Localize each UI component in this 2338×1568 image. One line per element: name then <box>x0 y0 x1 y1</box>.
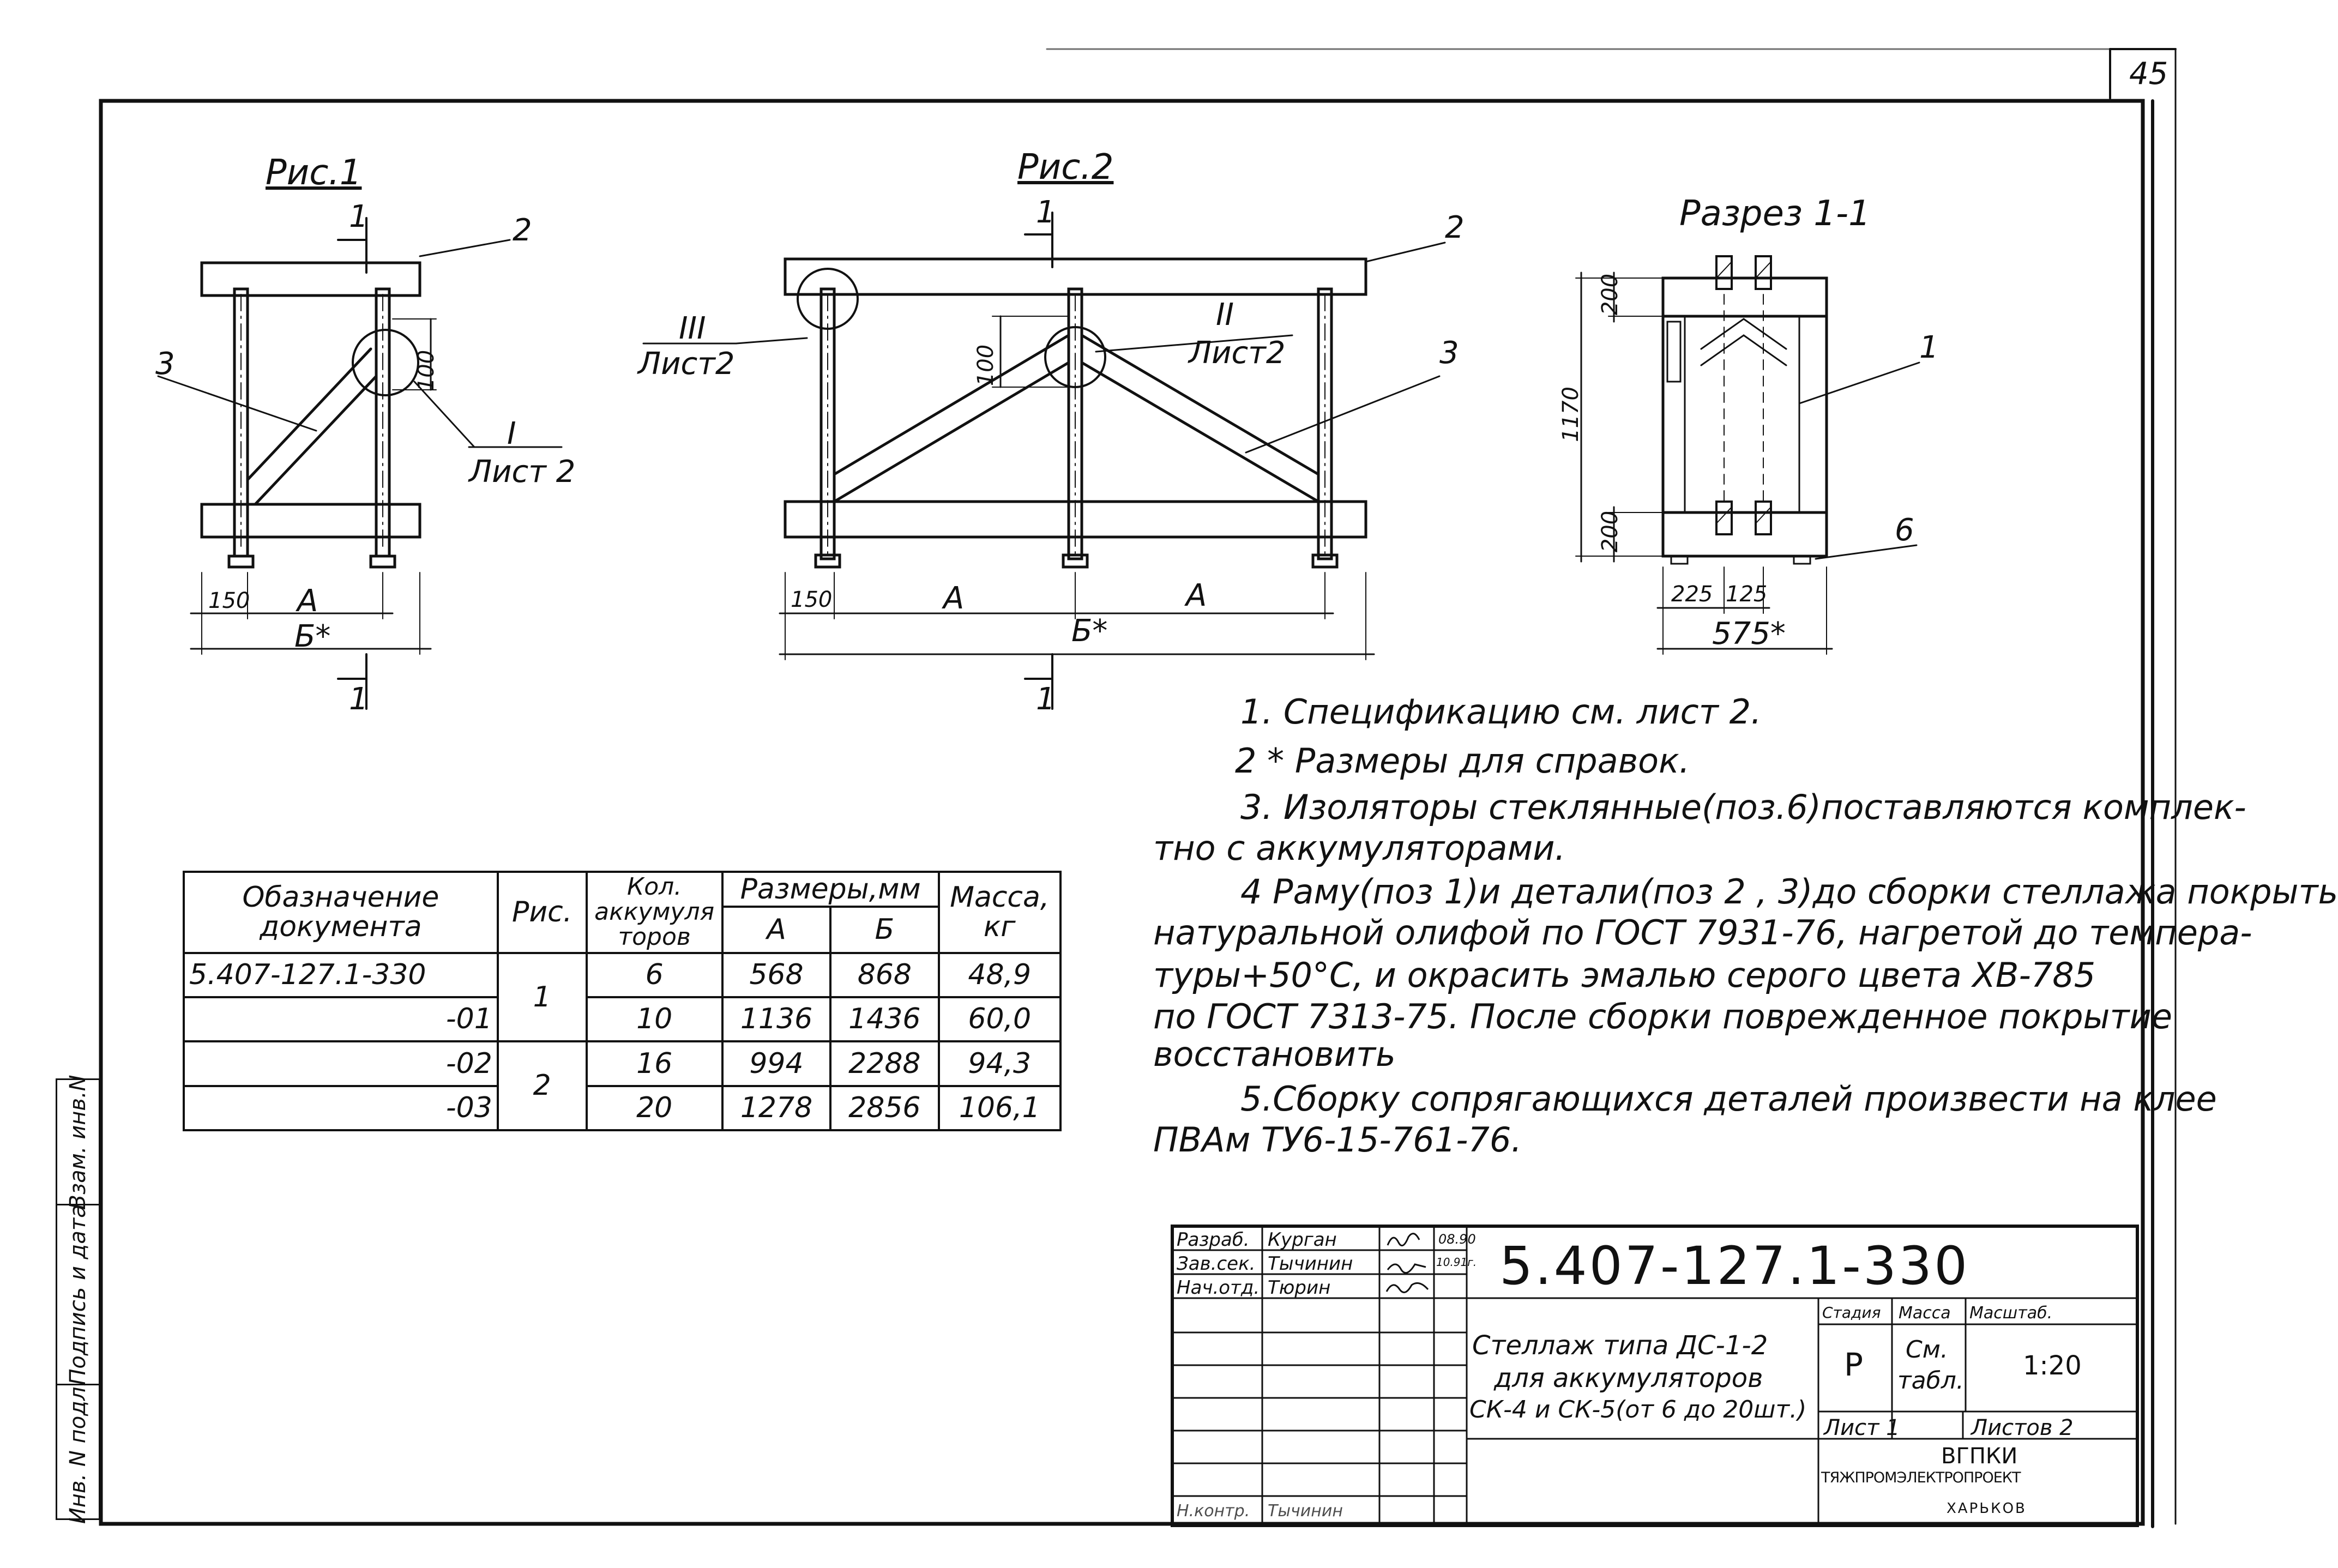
fig2-dim-b: Б* <box>1071 613 1108 649</box>
section-dim-bottom: 200 <box>1598 510 1623 553</box>
fig1-section-mark-bottom: 1 <box>349 682 369 717</box>
note-4-line1: 4 Раму(поз 1)и детали(поз 2 , 3)до сборки стеллажа покрыть <box>1240 872 2338 912</box>
fig2-pos-2: 2 <box>1445 210 1465 245</box>
note-4-line5: восстановить <box>1153 1034 1396 1074</box>
fig2-detail-iii-sheet: Лист2 <box>638 346 735 382</box>
fig2-drawing <box>643 213 1445 709</box>
fig1-dim-b: Б* <box>294 619 331 654</box>
note-5-line2: ПВАм ТУ6-15-761-76. <box>1153 1120 1522 1160</box>
fig2-dim-a2: А <box>1186 578 1207 613</box>
hdr-count-2: аккумуля <box>594 898 715 926</box>
section-dim-w1: 225 <box>1671 582 1713 607</box>
row2-mass: 60,0 <box>939 997 1061 1041</box>
side-cell-original-inv <box>57 1379 99 1524</box>
row3-count: 16 <box>587 1041 722 1085</box>
hdr-count-3: торов <box>618 923 691 951</box>
table-row <box>184 1041 1060 1085</box>
mass-value-2: табл. <box>1897 1367 1964 1395</box>
section-pos-6: 6 <box>1895 512 1914 548</box>
mass-value-1: См. <box>1906 1336 1948 1364</box>
fig2-dim-a1: А <box>943 581 965 616</box>
table-row <box>184 953 1060 997</box>
doc-title-line1: Стеллаж типа ДС-1-2 <box>1472 1330 1768 1361</box>
fig2-pos-3: 3 <box>1439 335 1459 371</box>
stage-label: Стадия <box>1822 1304 1881 1322</box>
row2-count: 10 <box>587 997 722 1041</box>
row4-b: 2856 <box>830 1086 938 1130</box>
date-section-head: 10.91г. <box>1436 1256 1477 1269</box>
row1-mass: 48,9 <box>939 953 1061 997</box>
hdr-sizes: Размеры,мм <box>722 872 939 907</box>
row3-designation: -02 <box>184 1041 498 1085</box>
fig2-detail-iii-roman: III <box>679 311 706 346</box>
section-dim-height-total: 1170 <box>1558 387 1583 442</box>
doc-code: 5.407-127.1-330 <box>1499 1235 1970 1296</box>
section-pos-1: 1 <box>1919 330 1939 365</box>
row3-b: 2288 <box>830 1041 938 1085</box>
fig1-detail-sheet: Лист 2 <box>469 454 576 490</box>
note-4-line4: по ГОСТ 7313-75. После сборки поврежденное покрытие <box>1153 997 2173 1036</box>
fig1-dim-height: 100 <box>414 349 439 392</box>
side-cell-signature-date <box>57 1205 99 1385</box>
fig1-dim-left: 150 <box>208 588 250 613</box>
role-dept-head: Нач.отд. <box>1177 1277 1260 1299</box>
side-cell-replace-inv <box>57 1074 99 1210</box>
side-label-signature-date: Подпись и дата <box>65 1204 91 1385</box>
fig1-pos-3: 3 <box>155 346 175 382</box>
section-dim-total: 575* <box>1712 616 1786 652</box>
fig1-dim-a: А <box>297 583 318 619</box>
side-label-replace-inv: Взам. инв.N <box>65 1074 91 1210</box>
row2-a: 1136 <box>722 997 830 1041</box>
row3-a: 994 <box>722 1041 830 1085</box>
scale-value: 1:20 <box>2023 1350 2082 1381</box>
org-line3: ХАРЬКОВ <box>1947 1500 2027 1517</box>
hdr-count-1: Кол. <box>627 873 682 901</box>
doc-title-line3: СК-4 и СК-5(от 6 до 20шт.) <box>1469 1396 1807 1424</box>
row4-a: 1278 <box>722 1086 830 1130</box>
table-row <box>184 997 1060 1041</box>
mass-label: Масса <box>1899 1304 1951 1323</box>
row1-fig: 1 <box>498 953 587 1042</box>
hdr-size-b: Б <box>830 907 938 953</box>
fig1-title: Рис.1 <box>266 153 362 193</box>
fig2-title: Рис.2 <box>1017 147 1114 188</box>
note-3-line1: 3. Изоляторы стеклянные(поз.6)поставляются комплек- <box>1240 787 2246 827</box>
side-label-original-inv: Инв. N подл. <box>65 1379 91 1524</box>
row1-a: 568 <box>722 953 830 997</box>
note-4-line3: туры+50°С, и окрасить эмалью серого цвета ХВ-785 <box>1153 955 2096 995</box>
row3-fig: 2 <box>498 1041 587 1130</box>
doc-title-line2: для аккумуляторов <box>1494 1363 1763 1394</box>
row2-b: 1436 <box>830 997 938 1041</box>
section-title: Разрез 1-1 <box>1679 194 1871 234</box>
hdr-size-a: А <box>722 907 830 953</box>
signature-marks <box>1382 1226 1437 1302</box>
note-4-line2: натуральной олифой по ГОСТ 7931-76, нагретой до темпера- <box>1153 913 2252 952</box>
hdr-designation-2: документа <box>260 910 422 944</box>
fig2-detail-ii-roman: II <box>1216 297 1234 333</box>
note-3-line2: тно с аккумуляторами. <box>1153 828 1566 868</box>
row4-designation: -03 <box>184 1086 498 1130</box>
fig1-pos-2: 2 <box>513 213 532 248</box>
hdr-mass-2: кг <box>983 910 1016 944</box>
org-line1: ВГПКИ <box>1941 1444 2018 1469</box>
name-norm-control: Тычинин <box>1268 1501 1343 1521</box>
sheet-number: 45 <box>2129 56 2168 92</box>
fig2-dim-left: 150 <box>791 587 833 612</box>
table-row <box>184 1086 1060 1130</box>
role-norm-control: Н.контр. <box>1177 1501 1250 1521</box>
note-5-line1: 5.Сборку сопрягающихся деталей произвести на клее <box>1240 1079 2217 1119</box>
note-1: 1. Спецификацию см. лист 2. <box>1240 692 1762 732</box>
name-section-head: Тычинин <box>1268 1253 1353 1275</box>
note-2: 2 * Размеры для справок. <box>1235 741 1690 781</box>
name-developer: Курган <box>1268 1229 1337 1251</box>
section-dim-top: 200 <box>1598 273 1623 316</box>
fig2-detail-ii-sheet: Лист2 <box>1189 335 1286 371</box>
row1-count: 6 <box>587 953 722 997</box>
scale-label: Масштаб. <box>1969 1304 2053 1323</box>
org-line2: ТЯЖПРОМЭЛЕКТРОПРОЕКТ <box>1821 1469 2021 1486</box>
fig1-detail-roman: I <box>507 416 516 451</box>
row3-mass: 94,3 <box>939 1041 1061 1085</box>
hdr-mass-1: Масса, <box>950 881 1050 914</box>
fig2-section-mark-top: 1 <box>1036 195 1056 230</box>
stage-value: Р <box>1844 1346 1863 1383</box>
sheets-label: Листов 2 <box>1971 1415 2074 1440</box>
section-dim-w2: 125 <box>1726 582 1768 607</box>
title-block <box>1172 1226 2137 1525</box>
row4-mass: 106,1 <box>939 1086 1061 1130</box>
name-dept-head: Тюрин <box>1268 1277 1331 1299</box>
row1-b: 868 <box>830 953 938 997</box>
fig1-section-mark-top: 1 <box>349 199 369 234</box>
hdr-designation-1: Обазначение <box>242 881 439 914</box>
role-developer: Разраб. <box>1177 1229 1250 1251</box>
row4-count: 20 <box>587 1086 722 1130</box>
spec-table <box>183 871 1062 1131</box>
sheet-label: Лист 1 <box>1824 1415 1900 1440</box>
fig2-dim-height: 100 <box>973 344 999 387</box>
fig2-section-mark-bottom: 1 <box>1036 682 1056 717</box>
hdr-fig: Рис. <box>498 872 587 953</box>
role-section-head: Зав.сек. <box>1177 1253 1256 1275</box>
row2-designation: -01 <box>184 997 498 1041</box>
row1-designation: 5.407-127.1-330 <box>184 953 498 997</box>
date-developer: 08.90 <box>1438 1232 1476 1247</box>
side-strip <box>56 1074 100 1524</box>
